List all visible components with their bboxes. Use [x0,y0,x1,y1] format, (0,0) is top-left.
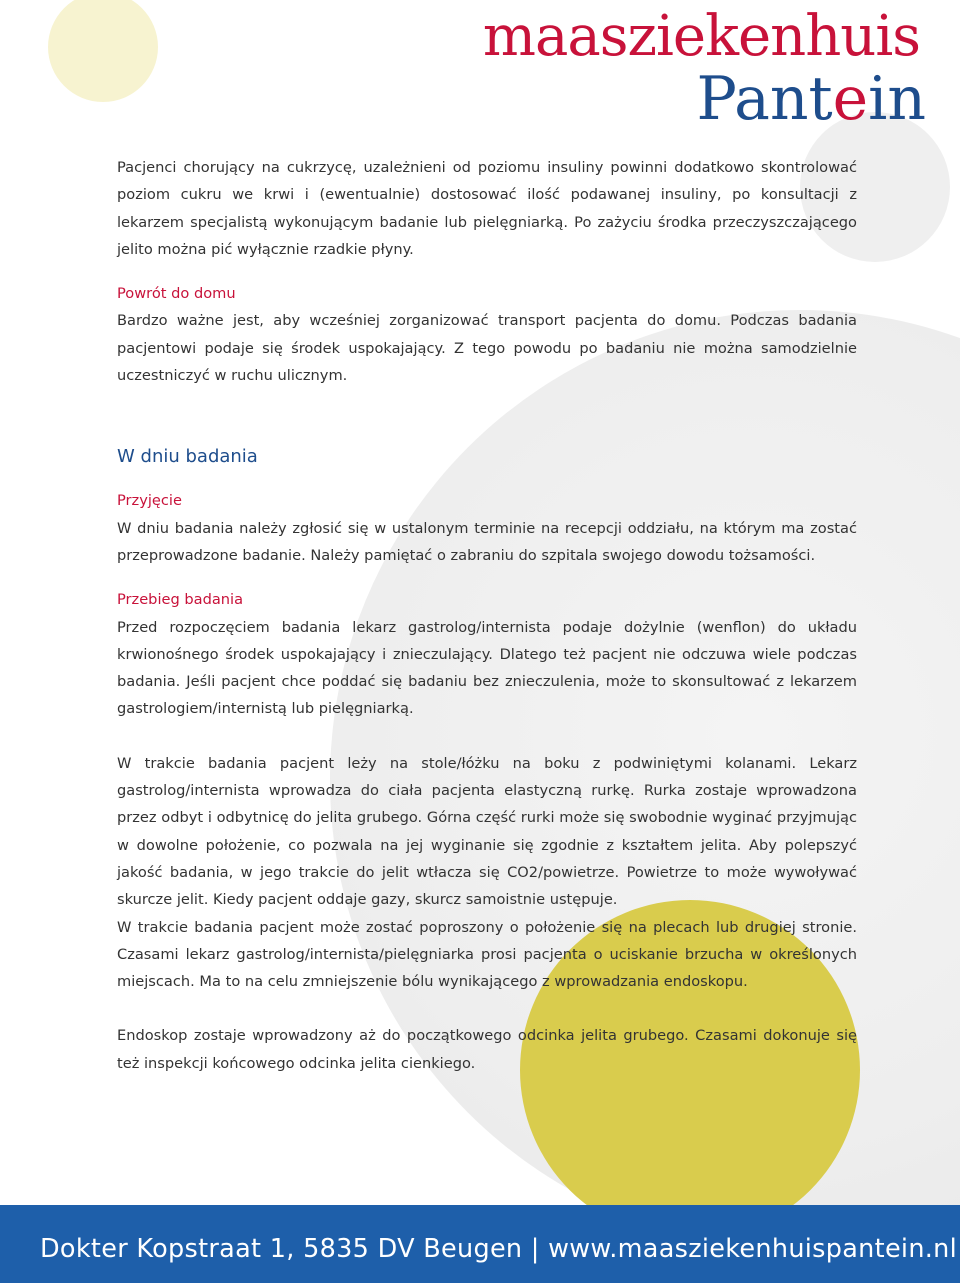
logo-line-1: maasziekenhuis [482,4,920,69]
background-circle-yellow-small [48,0,158,102]
return-home-text: Bardzo ważne jest, aby wcześniej zorganizować transport pacjenta do domu. Podczas badania pacjentowi podaje się środek uspokajający. Z tego powodu po badaniu nie można samodzielnie uczestniczyć w ruchu ulicznym. [117,312,857,385]
admission-heading: Przyjęcie [117,492,182,510]
procedure-heading: Przebieg badania [117,591,244,609]
section-title-day-of-exam: W dniu badania [117,446,258,468]
procedure-text-4: Endoskop zostaje wprowadzony aż do początkowego odcinka jelita grubego. Czasami dokonuje się też inspekcji końcowego odcinka jelita cienkiego. [117,1027,857,1072]
intro-paragraph: Pacjenci chorujący na cukrzycę, uzależnieni od poziomu insuliny powinni dodatkowo skontrolować poziom cukru we krwi i (ewentualnie) dostosować ilość podawanej insuliny, po konsultacji z lekarzem specjalistą wykonującym badanie lub pielęgniarką. Po zażyciu środka przeczyszczającego jelito można pić wyłącznie rzadkie płyny. [117,159,857,258]
procedure-text-2: W trakcie badania pacjent leży na stole/łóżku na boku z podwiniętymi kolanami. Lekarz gastrolog/internista wprowadza do ciała pacjenta elastyczną rurkę. Rurka zostaje wprowadzona przez odbyt i odbytnicę do jelita grubego. Górna część rurki może się swobodnie wyginać przyjmując w dowolne położenie, co pozwala na jej wyginanie się zgodnie z kształtem jelita. Aby polepszyć jakość badania, w jego trakcie do jelit wtłacza się CO2/powietrze. Powietrze to może wywoływać skurcze jelit. Kiedy pacjent oddaje gazy, skurcz samoistnie ustępuje. [117,754,857,909]
document-body [117,154,857,1077]
footer-address: Dokter Kopstraat 1, 5835 DV Beugen | www.maasziekenhuispantein.nl [40,1234,958,1264]
logo-line-2: Pantein [696,64,926,134]
return-home-heading: Powrót do domu [117,285,236,303]
procedure-text-3: W trakcie badania pacjent może zostać poproszony o położenie się na plecach lub drugiej stronie. Czasami lekarz gastrolog/internista/pielęgniarka prosi pacjenta o uciskanie brzucha w określonych miejscach. Ma to na celu zmniejszenie bólu wynikającego z wprowadzania endoskopu. [117,918,857,991]
admission-text: W dniu badania należy zgłosić się w ustalonym terminie na recepcji oddziału, na którym ma zostać przeprowadzone badanie. Należy pamiętać o zabraniu do szpitala swojego dowodu tożsamości. [117,519,857,564]
hospital-logo [482,4,926,134]
procedure-text-1: Przed rozpoczęciem badania lekarz gastrolog/internista podaje dożylnie (wenflon) do układu krwionośnego środek uspokajający i znieczulający. Dlatego też pacjent nie odczuwa wiele podczas badania. Jeśli pacjent chce poddać się badaniu bez znieczulenia, może to skonsultować z lekarzem gastrologiem/internistą lub pielęgniarką. [117,618,857,718]
